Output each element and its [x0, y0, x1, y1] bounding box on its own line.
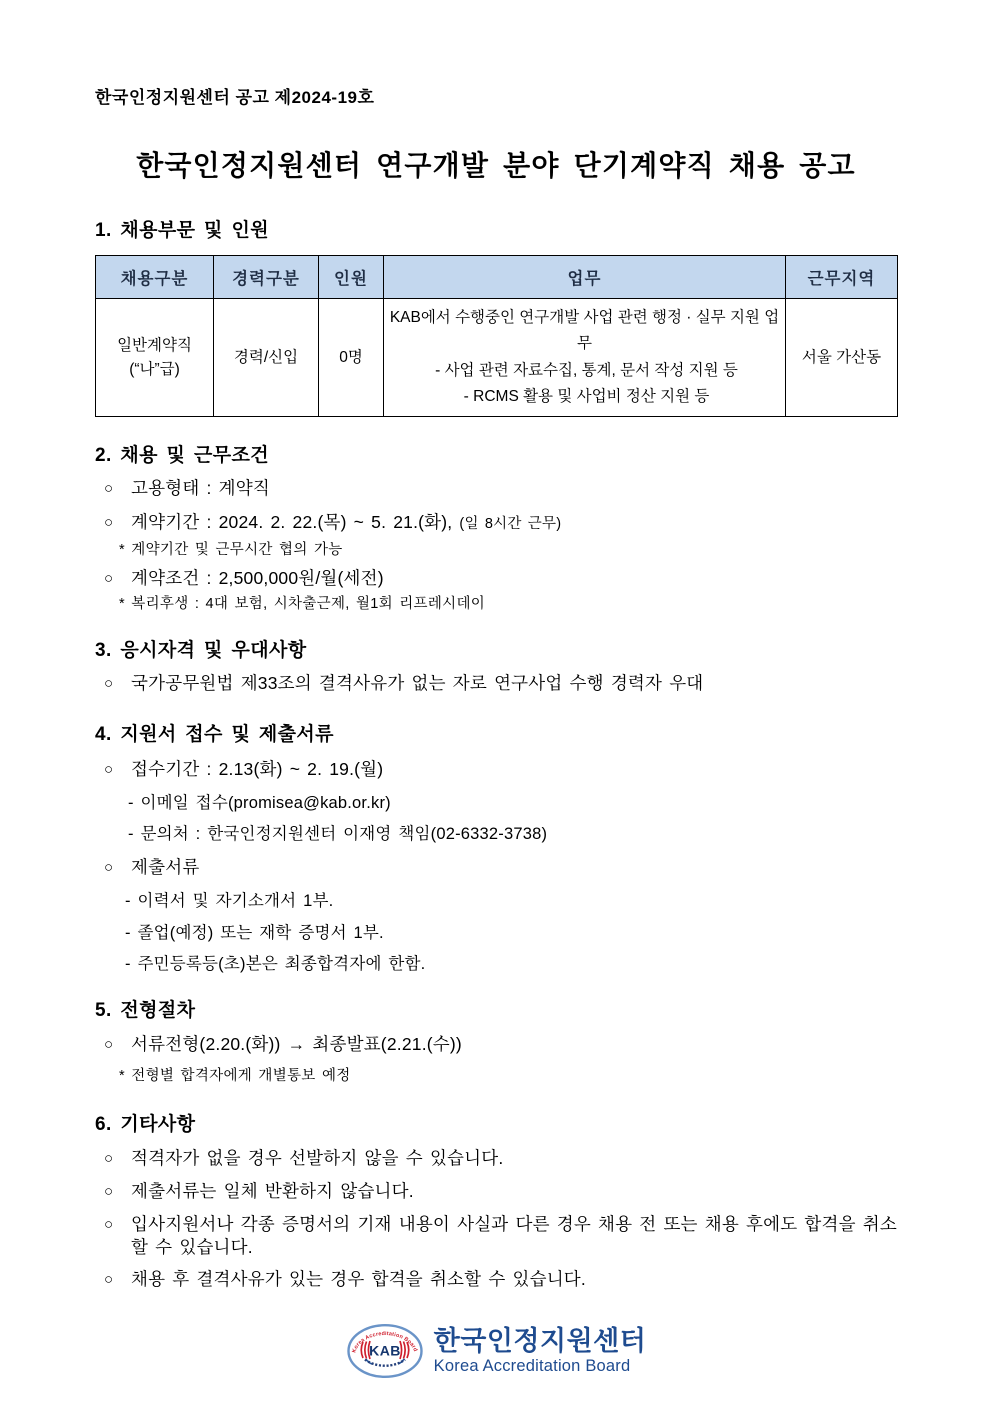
section-1-heading: 1. 채용부문 및 인원 [95, 220, 269, 241]
circle-bullet-icon: ○ [104, 1183, 114, 1201]
table-row [96, 299, 898, 417]
list-item-misc-1 [95, 1147, 897, 1170]
list-item-application-period [95, 758, 897, 781]
work-hours-note: (일 8시간 근무) [459, 516, 562, 533]
cell-location: 서울 가산동 [786, 299, 898, 417]
list-item-employment-type [95, 477, 897, 500]
org-name-english: Korea Accreditation Board [433, 1357, 631, 1376]
list-item-contract-terms [95, 567, 897, 590]
section-3-heading: 3. 응시자격 및 우대사항 [95, 640, 307, 662]
list-item-label: 채용 후 결격사유가 있는 경우 합격을 취소할 수 있습니다. [131, 1269, 586, 1290]
logo-arc-text: Korea Accreditation Board [351, 1331, 418, 1355]
circle-bullet-icon: ○ [104, 514, 114, 532]
cell-headcount: 0명 [319, 299, 384, 417]
list-item-selection-process [95, 1033, 897, 1056]
doc-item-diploma: - 졸업(예정) 또는 재학 증명서 1부. [125, 924, 384, 943]
logo-kab-text: KAB [368, 1342, 401, 1359]
table-header-row [96, 256, 898, 299]
list-item-required-documents [95, 856, 897, 879]
cell-recruit-type [96, 299, 214, 417]
list-item-misc-2 [95, 1180, 897, 1203]
recruit-type-line1: 일반계약직 [117, 336, 192, 354]
duty-line: - 사업 관련 자료수집, 통계, 문서 작성 지원 등 [435, 361, 738, 379]
col-header-recruit-type: 채용구분 [96, 256, 214, 299]
page-title: 한국인정지원센터 연구개발 분야 단기계약직 채용 공고 [136, 150, 856, 181]
list-item-label: 접수기간 : 2.13(화) ~ 2. 19.(월) [131, 759, 384, 780]
org-name-korean: 한국인정지원센터 [433, 1326, 647, 1357]
note-individual-notice: * 전형별 합격자에게 개별통보 예정 [119, 1068, 351, 1085]
section-6-heading: 6. 기타사항 [95, 1114, 196, 1136]
list-item-label: 서류전형(2.20.(화)) → 최종발표(2.21.(수)) [131, 1034, 462, 1055]
circle-bullet-icon: ○ [104, 1150, 114, 1168]
col-header-location: 근무지역 [786, 256, 898, 299]
cell-duties [384, 299, 786, 417]
circle-bullet-icon: ○ [104, 480, 114, 498]
list-item-label: 고용형태 : 계약직 [131, 478, 270, 499]
col-header-career-type: 경력구분 [214, 256, 319, 299]
section-2-heading: 2. 채용 및 근무조건 [95, 445, 269, 467]
duty-line: - RCMS 활용 및 사업비 정산 지원 등 [463, 388, 710, 406]
list-item-label: 계약기간 : 2024. 2. 22.(목) ~ 5. 21.(화), [131, 512, 453, 533]
list-item-contract-period [95, 511, 897, 536]
list-item-label: 입사지원서나 각종 증명서의 기재 내용이 사실과 다른 경우 채용 전 또는 채용 후에도 합격을 취소할 수 있습니다. [131, 1214, 897, 1258]
circle-bullet-icon: ○ [104, 761, 114, 779]
circle-bullet-icon: ○ [104, 1036, 114, 1054]
sub-item-email: - 이메일 접수(promisea@kab.or.kr) [128, 794, 391, 813]
list-item-label: 국가공무원법 제33조의 결격사유가 없는 자로 연구사업 수행 경력자 우대 [131, 673, 704, 694]
list-item-eligibility [95, 672, 897, 695]
circle-bullet-icon: ○ [104, 570, 114, 588]
note-benefits: * 복리후생 : 4대 보험, 시차출근제, 월1회 리프레시데이 [119, 596, 486, 613]
list-item-misc-4 [95, 1268, 897, 1291]
doc-item-resume: - 이력서 및 자기소개서 1부. [125, 892, 334, 911]
list-item-label: 제출서류는 일체 반환하지 않습니다. [131, 1181, 414, 1202]
recruitment-table [95, 255, 898, 417]
col-header-duties: 업무 [384, 256, 786, 299]
circle-bullet-icon: ○ [104, 1216, 114, 1234]
footer-logo-block [95, 1323, 897, 1379]
list-item-label: 계약조건 : 2,500,000원/월(세전) [131, 568, 384, 589]
sub-item-contact: - 문의처 : 한국인정지원센터 이재영 책임(02-6332-3738) [128, 825, 548, 844]
col-header-headcount: 인원 [319, 256, 384, 299]
kab-logo-icon [346, 1323, 424, 1379]
circle-bullet-icon: ○ [104, 675, 114, 693]
cell-career-type: 경력/신입 [214, 299, 319, 417]
list-item-misc-3 [95, 1213, 897, 1259]
duty-line: KAB에서 수행중인 연구개발 사업 관련 행정 · 실무 지원 업무 [389, 309, 780, 353]
list-item-label: 제출서류 [131, 857, 200, 878]
section-5-heading: 5. 전형절차 [95, 1000, 196, 1022]
list-item-label: 적격자가 없을 경우 선발하지 않을 수 있습니다. [131, 1148, 504, 1169]
recruit-type-line2: (“나”급) [129, 360, 180, 378]
circle-bullet-icon: ○ [104, 1271, 114, 1289]
note-negotiable: * 계약기간 및 근무시간 협의 가능 [119, 542, 343, 559]
circle-bullet-icon: ○ [104, 859, 114, 877]
doc-item-registration: - 주민등록등(초)본은 최종합격자에 한함. [125, 955, 426, 974]
section-4-heading: 4. 지원서 접수 및 제출서류 [95, 724, 334, 746]
notice-number: 한국인정지원센터 공고 제2024-19호 [95, 88, 375, 107]
